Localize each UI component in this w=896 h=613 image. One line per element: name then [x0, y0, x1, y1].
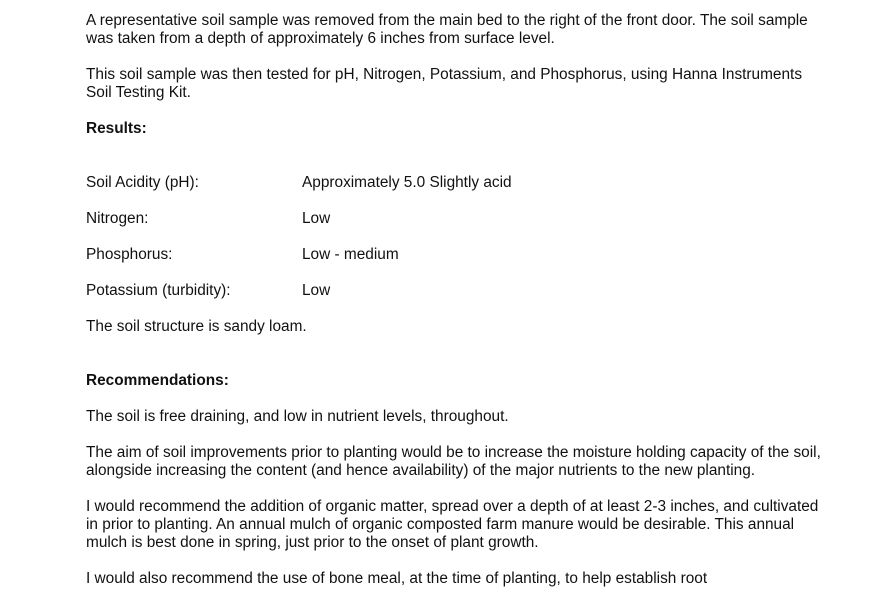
results-value: Low — [302, 282, 331, 299]
results-row-phosphorus — [86, 246, 831, 282]
intro-paragraph-sample: A representative soil sample was removed from the main bed to the right of the front door. The soil sample was taken from a depth of approximately 6 inches from surface level. — [86, 12, 808, 47]
recommendations-heading: Recommendations: — [86, 372, 229, 389]
results-label: Phosphorus: — [86, 246, 173, 263]
results-label: Soil Acidity (pH): — [86, 174, 199, 191]
results-table — [86, 174, 831, 318]
recommendation-paragraph-aim: The aim of soil improvements prior to planting would be to increase the moisture holding capacity of the soil, alongside increasing the content (and hence availability) of the major nutrients to the new planting. — [86, 444, 821, 479]
document-page — [86, 12, 831, 606]
results-value: Approximately 5.0 Slightly acid — [302, 174, 512, 191]
recommendation-paragraph-drainage: The soil is free draining, and low in nutrient levels, throughout. — [86, 408, 509, 425]
intro-paragraph-testing: This soil sample was then tested for pH, Nitrogen, Potassium, and Phosphorus, using Hanna Instruments Soil Testing Kit. — [86, 66, 803, 101]
results-row-potassium — [86, 282, 831, 318]
results-row-nitrogen — [86, 210, 831, 246]
recommendation-paragraph-bone-meal: I would also recommend the use of bone meal, at the time of planting, to help establish root — [86, 570, 708, 587]
results-label: Potassium (turbidity): — [86, 282, 231, 299]
results-heading: Results: — [86, 120, 147, 137]
results-row-ph — [86, 174, 831, 210]
soil-structure-text: The soil structure is sandy loam. — [86, 318, 307, 335]
results-label: Nitrogen: — [86, 210, 149, 227]
results-value: Low - medium — [302, 246, 399, 263]
results-value: Low — [302, 210, 331, 227]
recommendation-paragraph-organic-matter: I would recommend the addition of organic matter, spread over a depth of at least 2-3 inches, and cultivated in prior to planting. An annual mulch of organic composted farm manure would be desirable. This annual mulch is best done in spring, just prior to the onset of plant growth. — [86, 498, 819, 551]
